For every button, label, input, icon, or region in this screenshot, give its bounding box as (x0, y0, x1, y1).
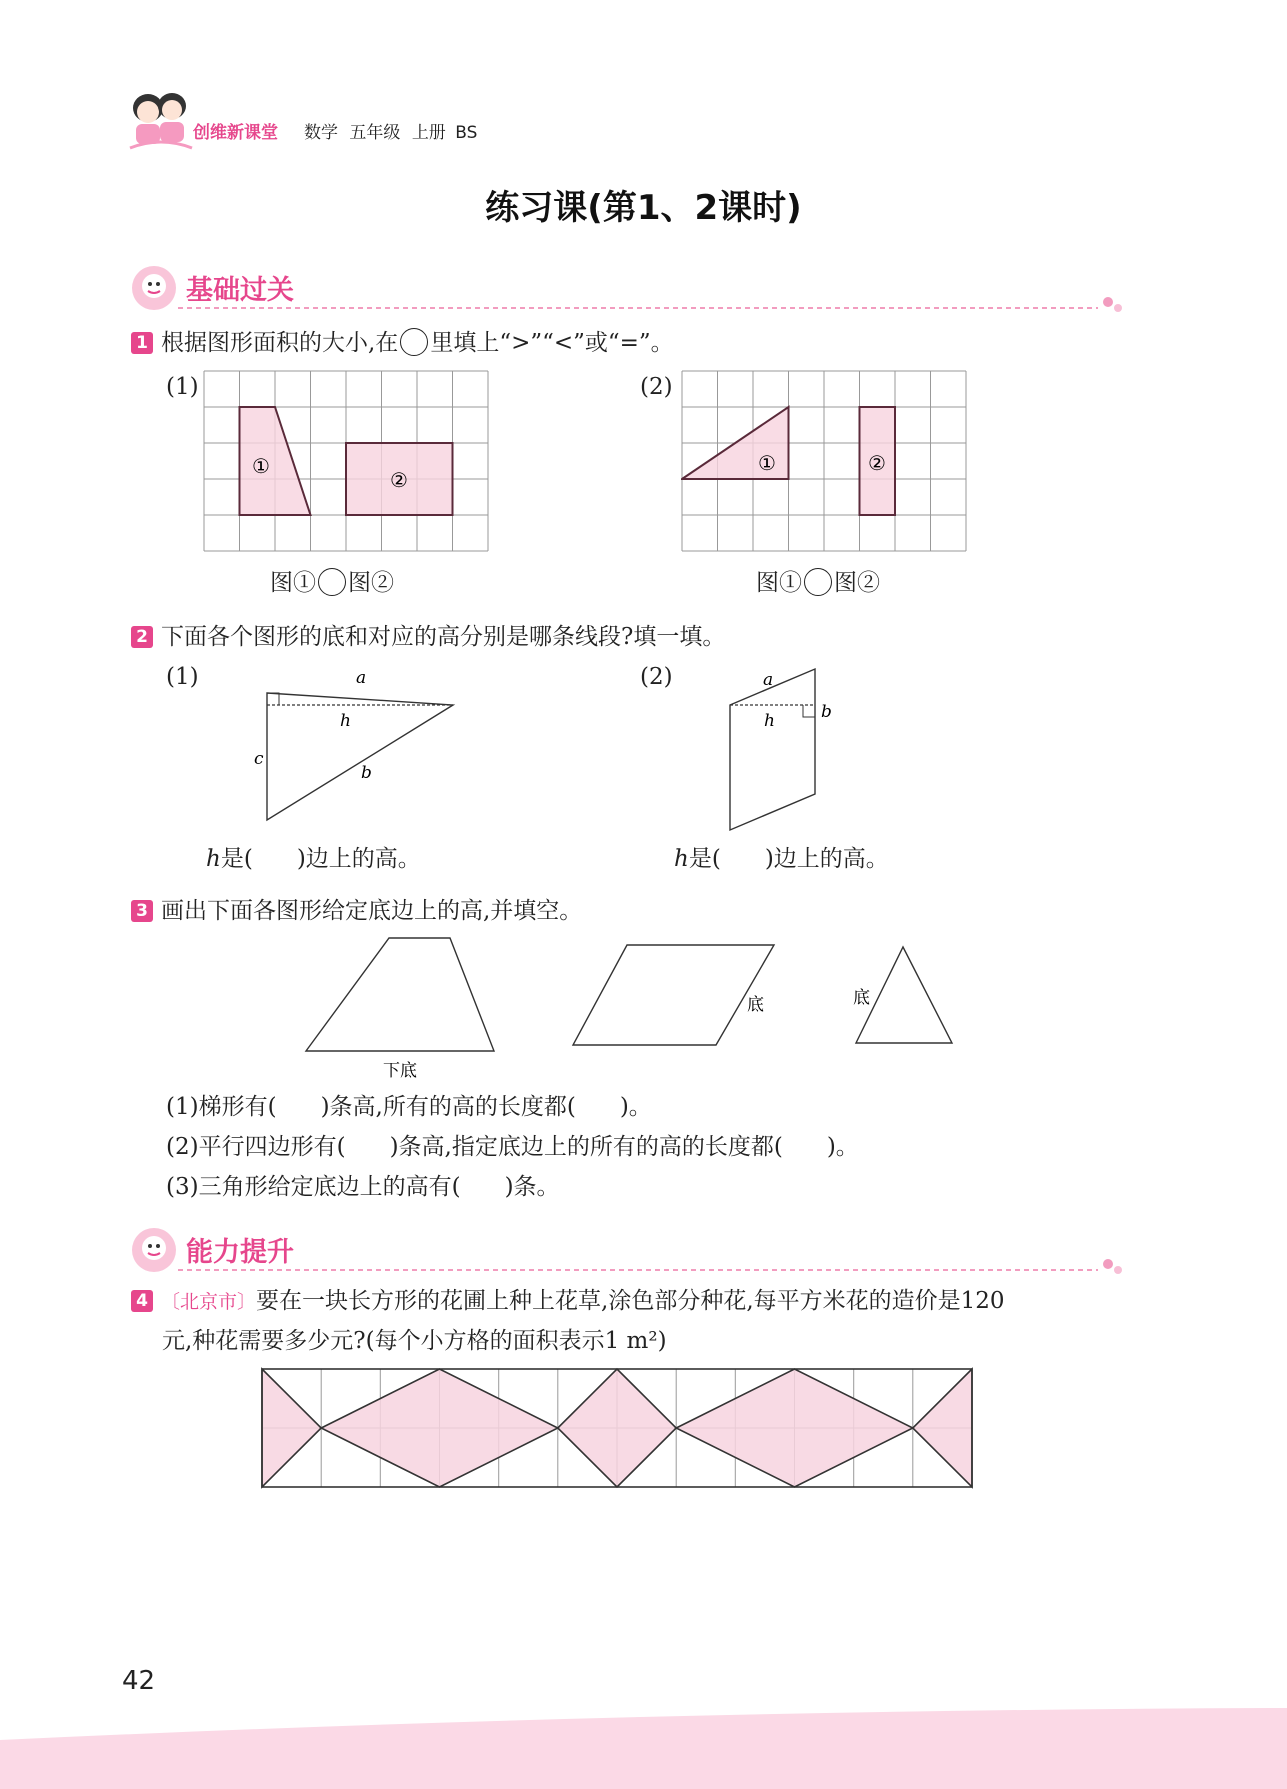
q2-answer-1-h: h (206, 846, 221, 872)
header-mascot-icon (126, 88, 196, 154)
q1-number: 1 (131, 332, 153, 354)
q1-compare-2 (756, 568, 880, 598)
q1-compare-1 (270, 568, 394, 598)
q3-line2-b: )条高,指定底边上的所有的高的长度都( (389, 1134, 783, 1160)
section-basic (128, 264, 1128, 314)
q2-f1-label-b: b (361, 763, 372, 783)
q4-shaded-left-triangle (262, 1369, 321, 1487)
q3-label-lower-base: 下底 (383, 1061, 417, 1081)
header-edition: BS (455, 123, 478, 143)
q4-text-line2: 元,种花需要多少元?(每个小方格的面积表示1 m²) (162, 1328, 667, 1354)
q4-shaded-diamond-3 (676, 1369, 913, 1487)
q1-shape1-label-2: ② (390, 468, 408, 492)
q2-answer-1 (206, 844, 421, 874)
q2-f1-label-a: a (356, 668, 367, 688)
q4-shaded-diamond-2 (558, 1369, 676, 1487)
q1-text-b: 里填上“>”“<”或“=”。 (430, 330, 674, 356)
q1-shape2-label-2: ② (868, 451, 886, 475)
q3-line3-b: )条。 (504, 1174, 560, 1200)
section-advanced (128, 1226, 1128, 1276)
section-basic-title: 基础过关 (186, 275, 294, 306)
q2-answer-2-tail: )边上的高。 (764, 846, 889, 872)
q3-line2-c: )。 (826, 1134, 859, 1160)
q4-flower-bed-grid (260, 1367, 976, 1493)
q1-compare-1-right: 图② (348, 570, 394, 596)
q1-text (131, 328, 674, 358)
q2-figure-1 (250, 660, 470, 835)
q2-parallelogram (730, 669, 815, 830)
q3-line2 (166, 1132, 859, 1162)
q2-figure-2 (710, 660, 840, 835)
q1-sub2-label: (2) (640, 374, 673, 400)
footer-band (0, 1700, 1287, 1789)
header-book-info (304, 118, 477, 143)
q1-answer-circle-1[interactable] (318, 568, 346, 596)
header-subject: 数学 (304, 123, 338, 143)
q2-triangle (267, 693, 453, 820)
q1-grid-1 (203, 370, 491, 554)
q2-f2-label-b: b (821, 702, 832, 722)
q3-line1-b: )条高,所有的高的长度都( (320, 1094, 576, 1120)
q2-right-angle-mark-2 (803, 705, 815, 717)
q2-sub1-label: (1) (166, 664, 199, 690)
q3-line1-c: )。 (619, 1094, 652, 1120)
section-advanced-title: 能力提升 (186, 1237, 294, 1268)
q2-question: 下面各个图形的底和对应的高分别是哪条线段?填一填。 (161, 624, 726, 650)
q2-number: 2 (131, 626, 153, 648)
q3-line1-a: (1)梯形有( (166, 1094, 277, 1120)
q2-f2-label-h: h (764, 711, 775, 731)
q3-line2-a: (2)平行四边形有( (166, 1134, 346, 1160)
q3-line3-a: (3)三角形给定底边上的高有( (166, 1174, 461, 1200)
q4-number: 4 (131, 1290, 153, 1312)
q3-line1 (166, 1092, 652, 1122)
q2-f1-label-h: h (340, 711, 351, 731)
q3-label-base-triangle: 底 (853, 988, 870, 1008)
q4-tag: 〔北京市〕 (161, 1291, 257, 1313)
q1-shape1-trapezoid (240, 407, 311, 515)
q3-triangle (856, 947, 952, 1043)
q3-label-base-parallelogram: 底 (747, 995, 764, 1015)
q3-parallelogram (573, 945, 774, 1045)
q2-answer-1-tail: )边上的高。 (296, 846, 421, 872)
q2-answer-2-is: 是( (688, 846, 721, 872)
q4-text-line1 (131, 1286, 1005, 1317)
q1-answer-circle-2[interactable] (804, 568, 832, 596)
q2-answer-1-is: 是( (220, 846, 253, 872)
q2-sub2-label: (2) (640, 664, 673, 690)
q1-compare-1-left: 图① (270, 570, 316, 596)
q1-compare-2-left: 图① (756, 570, 802, 596)
q1-shape2-label-1: ① (758, 451, 776, 475)
q2-answer-2-h: h (674, 846, 689, 872)
page-number: 42 (122, 1666, 156, 1696)
q3-text (131, 896, 582, 926)
header-volume: 上册 (411, 123, 446, 143)
q3-line3 (166, 1172, 560, 1202)
q3-question: 画出下面各图形给定底边上的高,并填空。 (161, 898, 583, 924)
header-brand: 创维新课堂 (193, 123, 278, 143)
q1-sub1-label: (1) (166, 374, 199, 400)
q2-f2-label-a: a (763, 670, 774, 690)
q1-shape1-label-1: ① (252, 454, 270, 478)
q2-right-angle-mark (267, 693, 279, 705)
q2-answer-2 (674, 844, 889, 874)
header-grade: 五年级 (349, 123, 401, 143)
q2-f1-label-c: c (254, 749, 264, 769)
q2-text (131, 622, 725, 652)
page-title: 练习课(第1、2课时) (485, 188, 802, 228)
q4-question-line1: 要在一块长方形的花圃上种上花草,涂色部分种花,每平方米花的造价是120 (256, 1288, 1005, 1314)
q4-shaded-diamond-1 (321, 1369, 558, 1487)
q1-grid-2 (681, 370, 969, 554)
q1-compare-2-right: 图② (834, 570, 880, 596)
q1-text-a: 根据图形面积的大小,在 (161, 330, 399, 356)
q3-number: 3 (131, 900, 153, 922)
q3-trapezoid (306, 938, 494, 1051)
q3-figures (300, 930, 1000, 1085)
q4-shaded-right-triangle (913, 1369, 972, 1487)
q1-circle-symbol (400, 328, 428, 356)
